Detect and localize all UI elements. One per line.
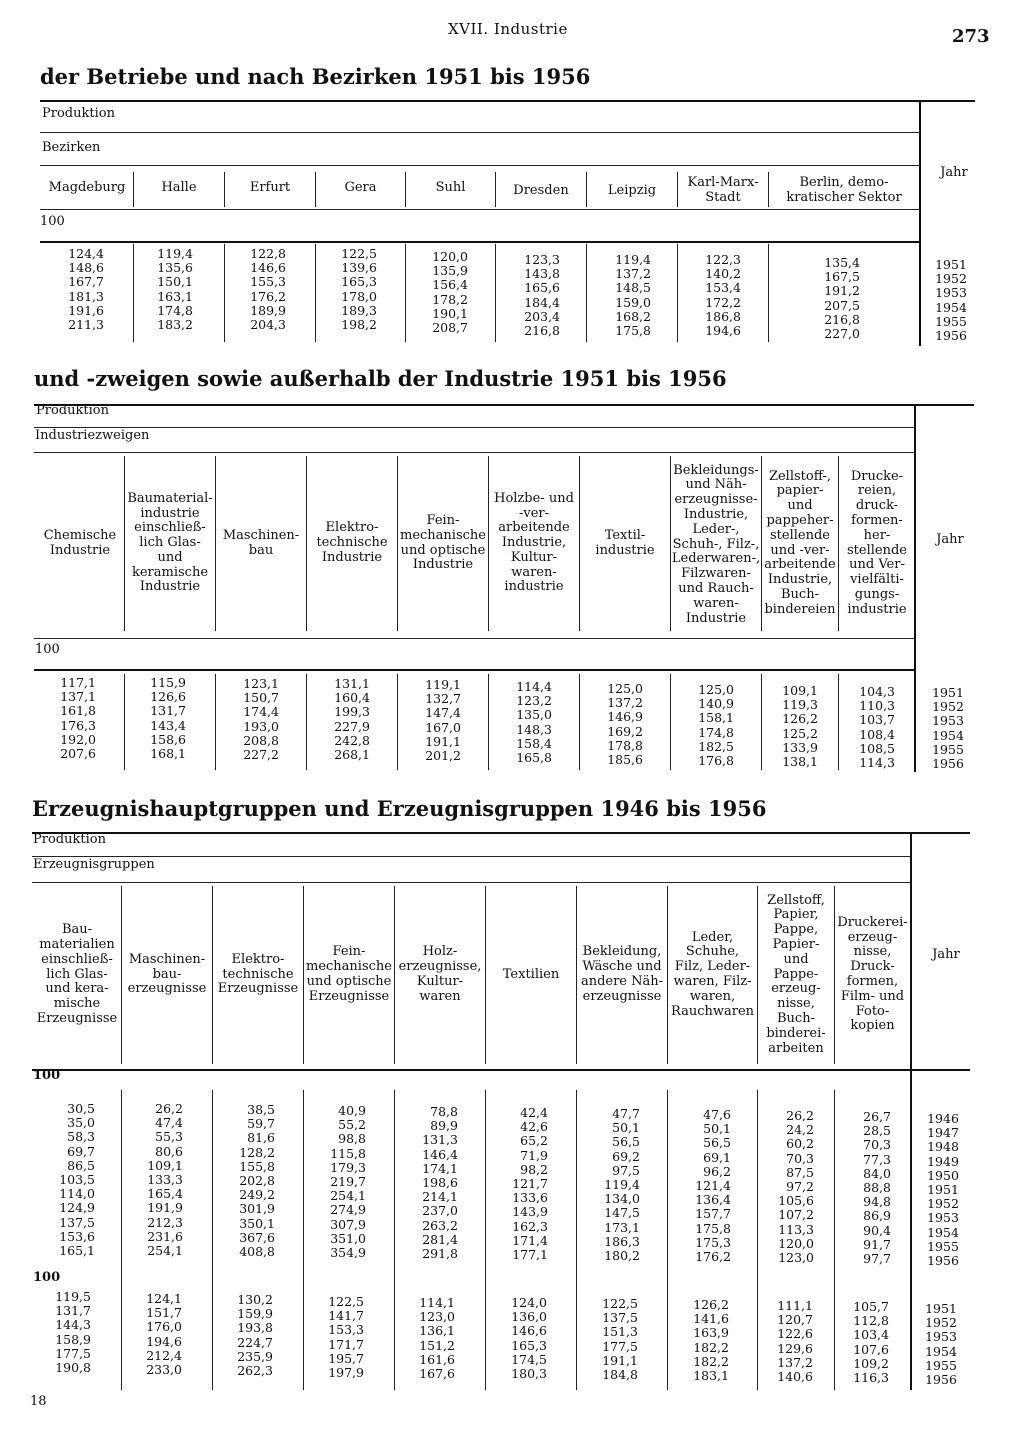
- data-column: 78,8 89,9 131,3 146,4 174,1 198,6 214,1 237,0 263,2 281,4 291,8: [422, 1104, 458, 1262]
- data-column: 115,9 126,6 131,7 143,4 158,6 168,1: [150, 675, 186, 762]
- column-header: Erfurt: [249, 179, 291, 195]
- column-header: Fein- mechanische und optische Industrie: [400, 512, 486, 573]
- rule: [34, 452, 914, 453]
- column-header: Holz- erzeugnisse, Kultur- waren: [398, 944, 482, 1004]
- column-header: Bau- materialien einschließ- lich Glas- und kera- mische Erzeugnisse: [36, 922, 118, 1026]
- column-header: Dresden: [513, 182, 569, 198]
- col-sep: [121, 1090, 122, 1390]
- column-header: Bekleidungs- und Näh- erzeugnisse- Industrie, Leder-, Schuh-, Filz-, Lederwaren-, Filzwaren- und Rauch- waren- Industrie: [671, 462, 761, 626]
- data-column: 111,1 120,7 122,6 129,6 137,2 140,6: [777, 1298, 813, 1385]
- data-column: 131,1 160,4 199,3 227,9 242,8 268,1: [334, 676, 370, 763]
- data-column: 26,2 24,2 60,2 70,3 87,5 97,2 105,6 107,2 113,3 120,0 123,0: [778, 1108, 814, 1266]
- page-number: 273: [952, 26, 990, 47]
- data-column: 38,5 59,7 81,6 128,2 155,8 202,8 249,2 301,9 350,1 367,6 408,8: [239, 1102, 275, 1260]
- production-label: Produktion: [42, 106, 115, 121]
- data-column: 124,1 151,7 176,0 194,6 212,4 233,0: [146, 1291, 182, 1378]
- column-header: Zellstoff, Papier, Pappe, Papier- und Pappe- erzeug- nisse, Buch- binderei- arbeiten: [766, 892, 826, 1056]
- column-header: Fein- mechanische und optische Erzeugnisse: [306, 944, 392, 1004]
- year-header: Jahr: [936, 531, 964, 547]
- col-sep: [495, 244, 496, 342]
- data-column: 122,8 146,6 155,3 176,2 189,9 204,3: [250, 246, 286, 333]
- column-header: Druckerei- erzeug- nisse, Druck- formen, Film- und Foto- kopien: [837, 914, 908, 1034]
- col-sep: [215, 674, 216, 770]
- column-header: Maschinen- bau: [222, 527, 300, 558]
- data-column: 125,0 140,9 158,1 174,8 182,5 176,8: [698, 682, 734, 769]
- col-sep: [133, 244, 134, 342]
- production-label: Produktion: [36, 403, 109, 418]
- data-column: 123,1 150,7 174,4 193,0 208,8 227,2: [243, 676, 279, 763]
- footer-number: 18: [30, 1394, 47, 1409]
- data-column: 26,2 47,4 55,3 80,6 109,1 133,3 165,4 191,9 212,3 231,6 254,1: [147, 1101, 183, 1259]
- data-column: 119,5 131,7 144,3 158,9 177,5 190,8: [55, 1289, 91, 1376]
- col-sep: [303, 1090, 304, 1390]
- base-label-2: 100: [33, 1270, 61, 1285]
- rule: [32, 882, 910, 883]
- column-header: Drucke- reien, druck- formen- her- stellende und Ver- vielfälti- gungs- industrie: [847, 468, 907, 617]
- group-label: Bezirken: [42, 140, 101, 155]
- column-header: Maschinen- bau- erzeugnisse: [127, 951, 207, 997]
- data-column: 122,3 140,2 153,4 172,2 186,8 194,6: [705, 252, 741, 339]
- data-column: 30,5 35,0 58,3 69,7 86,5 103,5 114,0 124,9 137,5 153,6 165,1: [59, 1101, 95, 1259]
- rule: [32, 832, 970, 834]
- column-header: Holzbe- und -ver- arbeitende Industrie, Kultur- waren- industrie: [494, 490, 574, 595]
- data-column: 114,1 123,0 136,1 151,2 161,6 167,6: [419, 1295, 455, 1382]
- data-column: 124,0 136,0 146,6 165,3 174,5 180,3: [511, 1295, 547, 1382]
- col-sep: [579, 674, 580, 770]
- data-column: 40,9 55,2 98,8 115,8 179,3 219,7 254,1 274,9 307,9 351,0 354,9: [330, 1103, 366, 1261]
- data-column: 119,4 137,2 148,5 159,0 168,2 175,8: [615, 252, 651, 339]
- table-2-title: und -zweigen sowie außerhalb der Industrie 1951 bis 1956: [34, 366, 727, 391]
- column-header: Leipzig: [607, 182, 657, 198]
- col-sep: [586, 244, 587, 342]
- group-label: Erzeugnisgruppen: [33, 857, 155, 872]
- base-label: 100: [35, 642, 60, 657]
- column-header: Halle: [161, 179, 197, 195]
- rule: [32, 1069, 970, 1071]
- table-3-title: Erzeugnishauptgruppen und Erzeugnisgruppen 1946 bis 1956: [32, 796, 767, 821]
- group-label: Industriezweigen: [35, 428, 150, 443]
- rule: [34, 638, 914, 639]
- column-header: Textil- industrie: [595, 527, 655, 558]
- column-header: Bekleidung, Wäsche und andere Näh- erzeugnisse: [580, 944, 664, 1004]
- year-column: 1951 1952 1953 1954 1955 1956: [925, 1301, 957, 1388]
- col-sep: [306, 674, 307, 770]
- data-column: 135,4 167,5 191,2 207,5 216,8 227,0: [824, 255, 860, 342]
- data-column: 119,1 132,7 147,4 167,0 191,1 201,2: [425, 677, 461, 764]
- rule: [40, 132, 920, 133]
- rule: [40, 100, 975, 102]
- rule: [40, 241, 920, 243]
- col-sep: [757, 1090, 758, 1390]
- col-sep: [667, 1090, 668, 1390]
- rule: [32, 856, 910, 857]
- data-column: 114,4 123,2 135,0 148,3 158,4 165,8: [516, 679, 552, 766]
- col-sep: [224, 244, 225, 342]
- rule: [40, 165, 920, 166]
- col-sep: [124, 674, 125, 770]
- data-column: 122,5 137,5 151,3 177,5 191,1 184,8: [602, 1296, 638, 1383]
- data-column: 47,7 50,1 56,5 69,2 97,5 119,4 134,0 147,5 173,1 186,3 180,2: [604, 1106, 640, 1264]
- year-column: 1946 1947 1948 1949 1950 1951 1952 1953 1954 1955 1956: [927, 1111, 959, 1269]
- year-column: 1951 1952 1953 1954 1955 1956: [935, 257, 967, 344]
- production-label: Produktion: [33, 832, 106, 847]
- col-sep: [761, 674, 762, 770]
- col-sep: [677, 244, 678, 342]
- col-sep: [838, 674, 839, 770]
- year-header: Jahr: [932, 946, 960, 962]
- data-column: 125,0 137,2 146,9 169,2 178,8 185,6: [607, 681, 643, 768]
- data-column: 124,4 148,6 167,7 181,3 191,6 211,3: [68, 246, 104, 333]
- column-header: Zellstoff-, papier- und pappeher- stellende und -ver- arbeitende Industrie, Buch- bindereien: [764, 468, 836, 617]
- column-header: Elektro- technische Industrie: [316, 520, 388, 565]
- column-header: Elektro- technische Erzeugnisse: [217, 951, 299, 997]
- column-header: Suhl: [435, 179, 466, 195]
- col-sep: [212, 1090, 213, 1390]
- data-column: 123,3 143,8 165,6 184,4 203,4 216,8: [524, 252, 560, 339]
- data-column: 117,1 137,1 161,8 176,3 192,0 207,6: [60, 675, 96, 762]
- table-1-title: der Betriebe und nach Bezirken 1951 bis 1956: [40, 64, 591, 89]
- col-sep: [405, 244, 406, 342]
- data-column: 119,4 135,6 150,1 163,1 174,8 183,2: [157, 246, 193, 333]
- column-header: Textilien: [502, 966, 560, 982]
- column-header: Karl-Marx- Stadt: [687, 175, 759, 205]
- column-header: Chemische Industrie: [43, 527, 117, 558]
- col-sep: [315, 244, 316, 342]
- year-column: 1951 1952 1953 1954 1955 1956: [932, 685, 964, 772]
- data-column: 109,1 119,3 126,2 125,2 133,9 138,1: [782, 683, 818, 770]
- data-column: 120,0 135,9 156,4 178,2 190,1 208,7: [432, 249, 468, 336]
- column-header: Leder, Schuhe, Filz, Leder- waren, Filz- waren, Rauchwaren: [670, 929, 755, 1019]
- col-sep: [834, 1090, 835, 1390]
- running-header: XVII. Industrie: [448, 20, 568, 38]
- data-column: 47,6 50,1 56,5 69,1 96,2 121,4 136,4 157,7 175,8 175,3 176,2: [695, 1107, 731, 1265]
- rule: [34, 427, 914, 428]
- rule: [34, 404, 974, 406]
- column-header: Gera: [344, 179, 377, 195]
- base-label: 100: [40, 214, 65, 229]
- year-header: Jahr: [940, 164, 968, 180]
- data-column: 42,4 42,6 65,2 71,9 98,2 121,7 133,6 143,9 162,3 171,4 177,1: [512, 1105, 548, 1263]
- col-sep: [485, 1090, 486, 1390]
- data-column: 122,5 141,7 153,3 171,7 195,7 197,9: [328, 1294, 364, 1381]
- data-column: 26,7 28,5 70,3 77,3 84,0 88,8 94,8 86,9 90,4 91,7 97,7: [863, 1109, 891, 1267]
- col-sep: [488, 674, 489, 770]
- data-column: 122,5 139,6 165,3 178,0 189,3 198,2: [341, 246, 377, 333]
- column-header: Berlin, demo- kratischer Sektor: [786, 175, 902, 205]
- year-separator: [910, 832, 912, 1390]
- base-label-1: 100: [33, 1068, 61, 1083]
- col-sep: [576, 1090, 577, 1390]
- year-separator: [919, 100, 921, 346]
- col-sep: [670, 674, 671, 770]
- data-column: 130,2 159,9 193,8 224,7 235,9 262,3: [237, 1292, 273, 1379]
- col-sep: [394, 1090, 395, 1390]
- data-column: 104,3 110,3 103,7 108,4 108,5 114,3: [859, 684, 895, 771]
- col-sep: [768, 244, 769, 342]
- rule: [34, 669, 914, 671]
- col-sep: [397, 674, 398, 770]
- column-header: Magdeburg: [48, 179, 126, 195]
- data-column: 105,7 112,8 103,4 107,6 109,2 116,3: [853, 1299, 889, 1386]
- data-column: 126,2 141,6 163,9 182,2 182,2 183,1: [693, 1297, 729, 1384]
- column-header: Baumaterial- industrie einschließ- lich Glas- und keramische Industrie: [127, 490, 213, 595]
